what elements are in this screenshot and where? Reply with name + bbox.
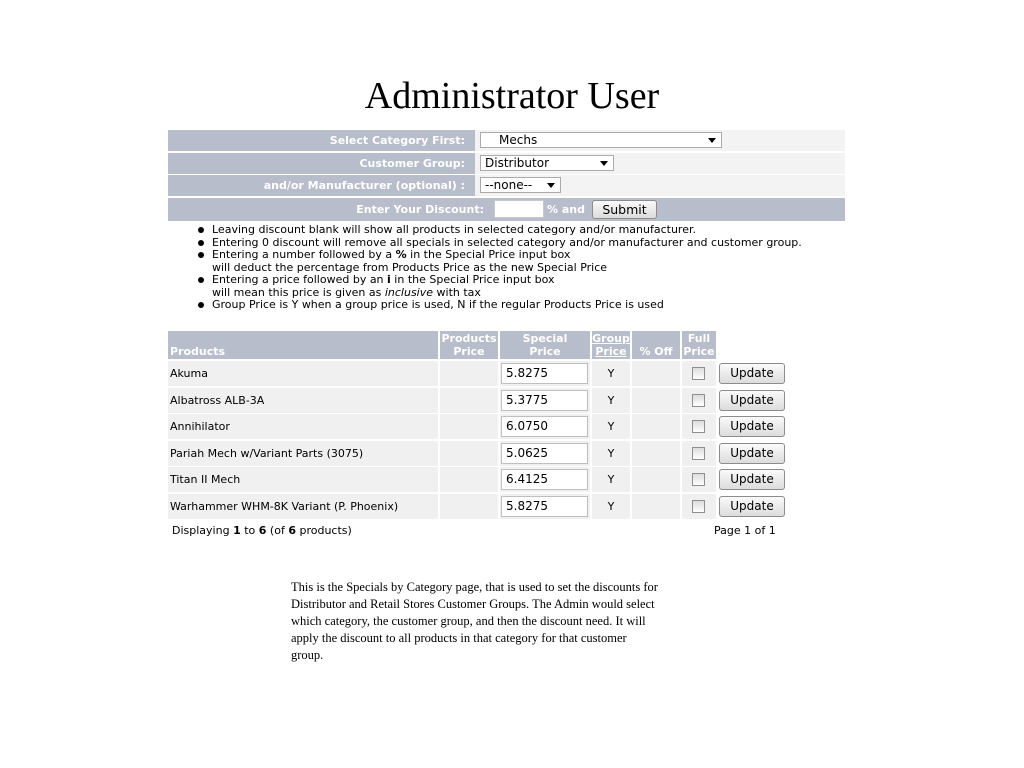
update-button[interactable]: Update xyxy=(719,416,785,437)
full-price-cell xyxy=(682,467,716,492)
category-row xyxy=(168,130,845,151)
note-text: will deduct the percentage from Products Price as the new Special Price xyxy=(212,260,608,274)
update-cell xyxy=(718,414,787,439)
header-full-price-line1: Full xyxy=(687,332,711,345)
discount-suffix: % and xyxy=(547,203,585,216)
discount-input[interactable] xyxy=(494,200,544,218)
special-price-cell xyxy=(500,388,590,413)
note-text: with tax xyxy=(433,285,481,299)
full-price-cell xyxy=(682,494,716,519)
category-select[interactable] xyxy=(480,132,722,148)
group-price-flag: Y xyxy=(592,414,630,439)
product-name: Annihilator xyxy=(168,414,438,439)
header-products xyxy=(168,331,440,359)
note-emphasis: i xyxy=(387,273,391,286)
note-item xyxy=(196,274,802,299)
update-button[interactable]: Update xyxy=(719,469,785,490)
full-price-cell xyxy=(682,388,716,413)
chevron-down-icon xyxy=(547,183,555,188)
special-price-cell xyxy=(500,361,590,386)
header-special-price-line1: Special xyxy=(522,332,568,345)
display-count-text: products) xyxy=(295,524,352,537)
chevron-down-icon xyxy=(708,138,716,143)
note-text: will mean this price is given as xyxy=(212,285,385,299)
customer-group-select[interactable] xyxy=(480,155,614,171)
manufacturer-select[interactable] xyxy=(480,177,561,193)
header-pct-off xyxy=(630,331,680,359)
header-full-price-line2: Price xyxy=(683,345,715,358)
update-cell xyxy=(718,388,787,413)
header-products-price-line2: Price xyxy=(453,345,485,358)
customer-group-select-value: Distributor xyxy=(485,156,550,170)
header-full-price xyxy=(680,331,716,359)
product-name: Albatross ALB-3A xyxy=(168,388,438,413)
note-text: Group Price is Y when a group price is used, N if the regular Products Price is used xyxy=(212,298,664,311)
update-button[interactable]: Update xyxy=(719,390,785,411)
table-row xyxy=(168,467,787,492)
full-price-checkbox[interactable] xyxy=(692,500,705,513)
display-count-text: Displaying xyxy=(172,524,234,537)
pct-off-cell xyxy=(632,467,680,492)
full-price-cell xyxy=(682,441,716,466)
manufacturer-select-value: --none-- xyxy=(485,178,533,192)
header-group-price[interactable] xyxy=(590,331,630,359)
group-price-flag: Y xyxy=(592,467,630,492)
note-emphasis: inclusive xyxy=(384,285,434,299)
update-button[interactable]: Update xyxy=(719,496,785,517)
update-button[interactable]: Update xyxy=(719,443,785,464)
note-text: in the Special Price input box xyxy=(406,248,571,261)
special-price-input[interactable]: 5.3775 xyxy=(501,390,588,411)
update-cell xyxy=(718,441,787,466)
customer-group-label: Customer Group: xyxy=(359,157,465,170)
product-name: Warhammer WHM-8K Variant (P. Phoenix) xyxy=(168,494,438,519)
full-price-cell xyxy=(682,414,716,439)
special-price-input[interactable]: 5.8275 xyxy=(501,496,588,517)
special-price-input[interactable]: 6.0750 xyxy=(501,416,588,437)
product-name: Akuma xyxy=(168,361,438,386)
note-text: Leaving discount blank will show all products in selected category and/or manufacturer. xyxy=(212,223,696,236)
special-price-cell xyxy=(500,441,590,466)
products-price-cell xyxy=(440,361,498,386)
full-price-checkbox[interactable] xyxy=(692,420,705,433)
note-item xyxy=(196,249,802,274)
table-row xyxy=(168,361,787,386)
products-price-cell xyxy=(440,441,498,466)
category-value-cell xyxy=(475,130,845,151)
header-products-label: Products xyxy=(170,345,226,358)
display-to: 6 xyxy=(258,524,267,537)
pct-off-cell xyxy=(632,361,680,386)
table-row xyxy=(168,494,787,519)
pct-off-cell xyxy=(632,494,680,519)
full-price-checkbox[interactable] xyxy=(692,367,705,380)
discount-row xyxy=(168,198,845,221)
customer-group-row xyxy=(168,153,845,174)
header-pct-off-label: % Off xyxy=(639,345,673,358)
display-from: 1 xyxy=(233,524,241,537)
update-cell xyxy=(718,467,787,492)
table-row xyxy=(168,414,787,439)
group-price-flag: Y xyxy=(592,388,630,413)
header-group-price-line2: Price xyxy=(595,345,627,358)
group-price-flag: Y xyxy=(592,441,630,466)
manufacturer-row xyxy=(168,175,845,196)
products-price-cell xyxy=(440,414,498,439)
display-count-text: to xyxy=(240,524,259,537)
products-price-cell xyxy=(440,494,498,519)
note-text: in the Special Price input box xyxy=(390,273,555,286)
group-price-flag: Y xyxy=(592,494,630,519)
display-count-text: (of xyxy=(266,524,289,537)
note-text: Entering a number followed by a xyxy=(212,248,396,261)
products-price-cell xyxy=(440,388,498,413)
update-cell xyxy=(718,494,787,519)
full-price-checkbox[interactable] xyxy=(692,473,705,486)
special-price-cell xyxy=(500,494,590,519)
special-price-input[interactable]: 5.8275 xyxy=(501,363,588,384)
update-cell xyxy=(718,361,787,386)
header-products-price-line1: Products xyxy=(441,332,497,345)
instructions-list xyxy=(196,224,802,312)
discount-label: Enter Your Discount: xyxy=(356,203,484,216)
header-special-price xyxy=(498,331,590,359)
products-price-cell xyxy=(440,467,498,492)
product-name: Titan II Mech xyxy=(168,467,438,492)
note-text: Entering a price followed by an xyxy=(212,273,388,286)
pct-off-cell xyxy=(632,441,680,466)
manufacturer-label: and/or Manufacturer (optional) : xyxy=(263,179,465,192)
note-item xyxy=(196,299,802,312)
full-price-checkbox[interactable] xyxy=(692,394,705,407)
submit-button[interactable]: Submit xyxy=(592,200,657,219)
note-text: Entering 0 discount will remove all specials in selected category and/or manufacturer and customer group. xyxy=(212,235,802,249)
chevron-down-icon xyxy=(600,161,608,166)
group-price-flag: Y xyxy=(592,361,630,386)
note-emphasis: % xyxy=(395,248,407,261)
table-header xyxy=(168,331,716,359)
header-products-price xyxy=(438,331,498,359)
full-price-checkbox[interactable] xyxy=(692,447,705,460)
customer-group-value-cell xyxy=(475,153,845,174)
display-count xyxy=(172,524,352,538)
special-price-input[interactable]: 5.0625 xyxy=(501,443,588,464)
manufacturer-value-cell xyxy=(475,175,845,196)
page-count: Page 1 of 1 xyxy=(714,524,776,537)
category-label: Select Category First: xyxy=(329,134,465,147)
pct-off-cell xyxy=(632,388,680,413)
table-row xyxy=(168,388,787,413)
display-total: 6 xyxy=(288,524,296,537)
page-title: Administrator User xyxy=(364,75,660,117)
pct-off-cell xyxy=(632,414,680,439)
special-price-cell xyxy=(500,414,590,439)
header-special-price-line2: Price xyxy=(529,345,561,358)
full-price-cell xyxy=(682,361,716,386)
header-group-price-line1: Group xyxy=(592,332,630,345)
update-button[interactable]: Update xyxy=(719,363,785,384)
category-select-value: Mechs xyxy=(499,133,538,147)
slide-caption: This is the Specials by Category page, that is used to set the discounts for Distributor and Retail Stores Customer Groups. The Admin would select which category, the customer group, and then the discount need. It will apply the discount to all products in that category for that customer group. xyxy=(291,580,658,662)
product-name: Pariah Mech w/Variant Parts (3075) xyxy=(168,441,438,466)
special-price-input[interactable]: 6.4125 xyxy=(501,469,588,490)
table-row xyxy=(168,441,787,466)
special-price-cell xyxy=(500,467,590,492)
